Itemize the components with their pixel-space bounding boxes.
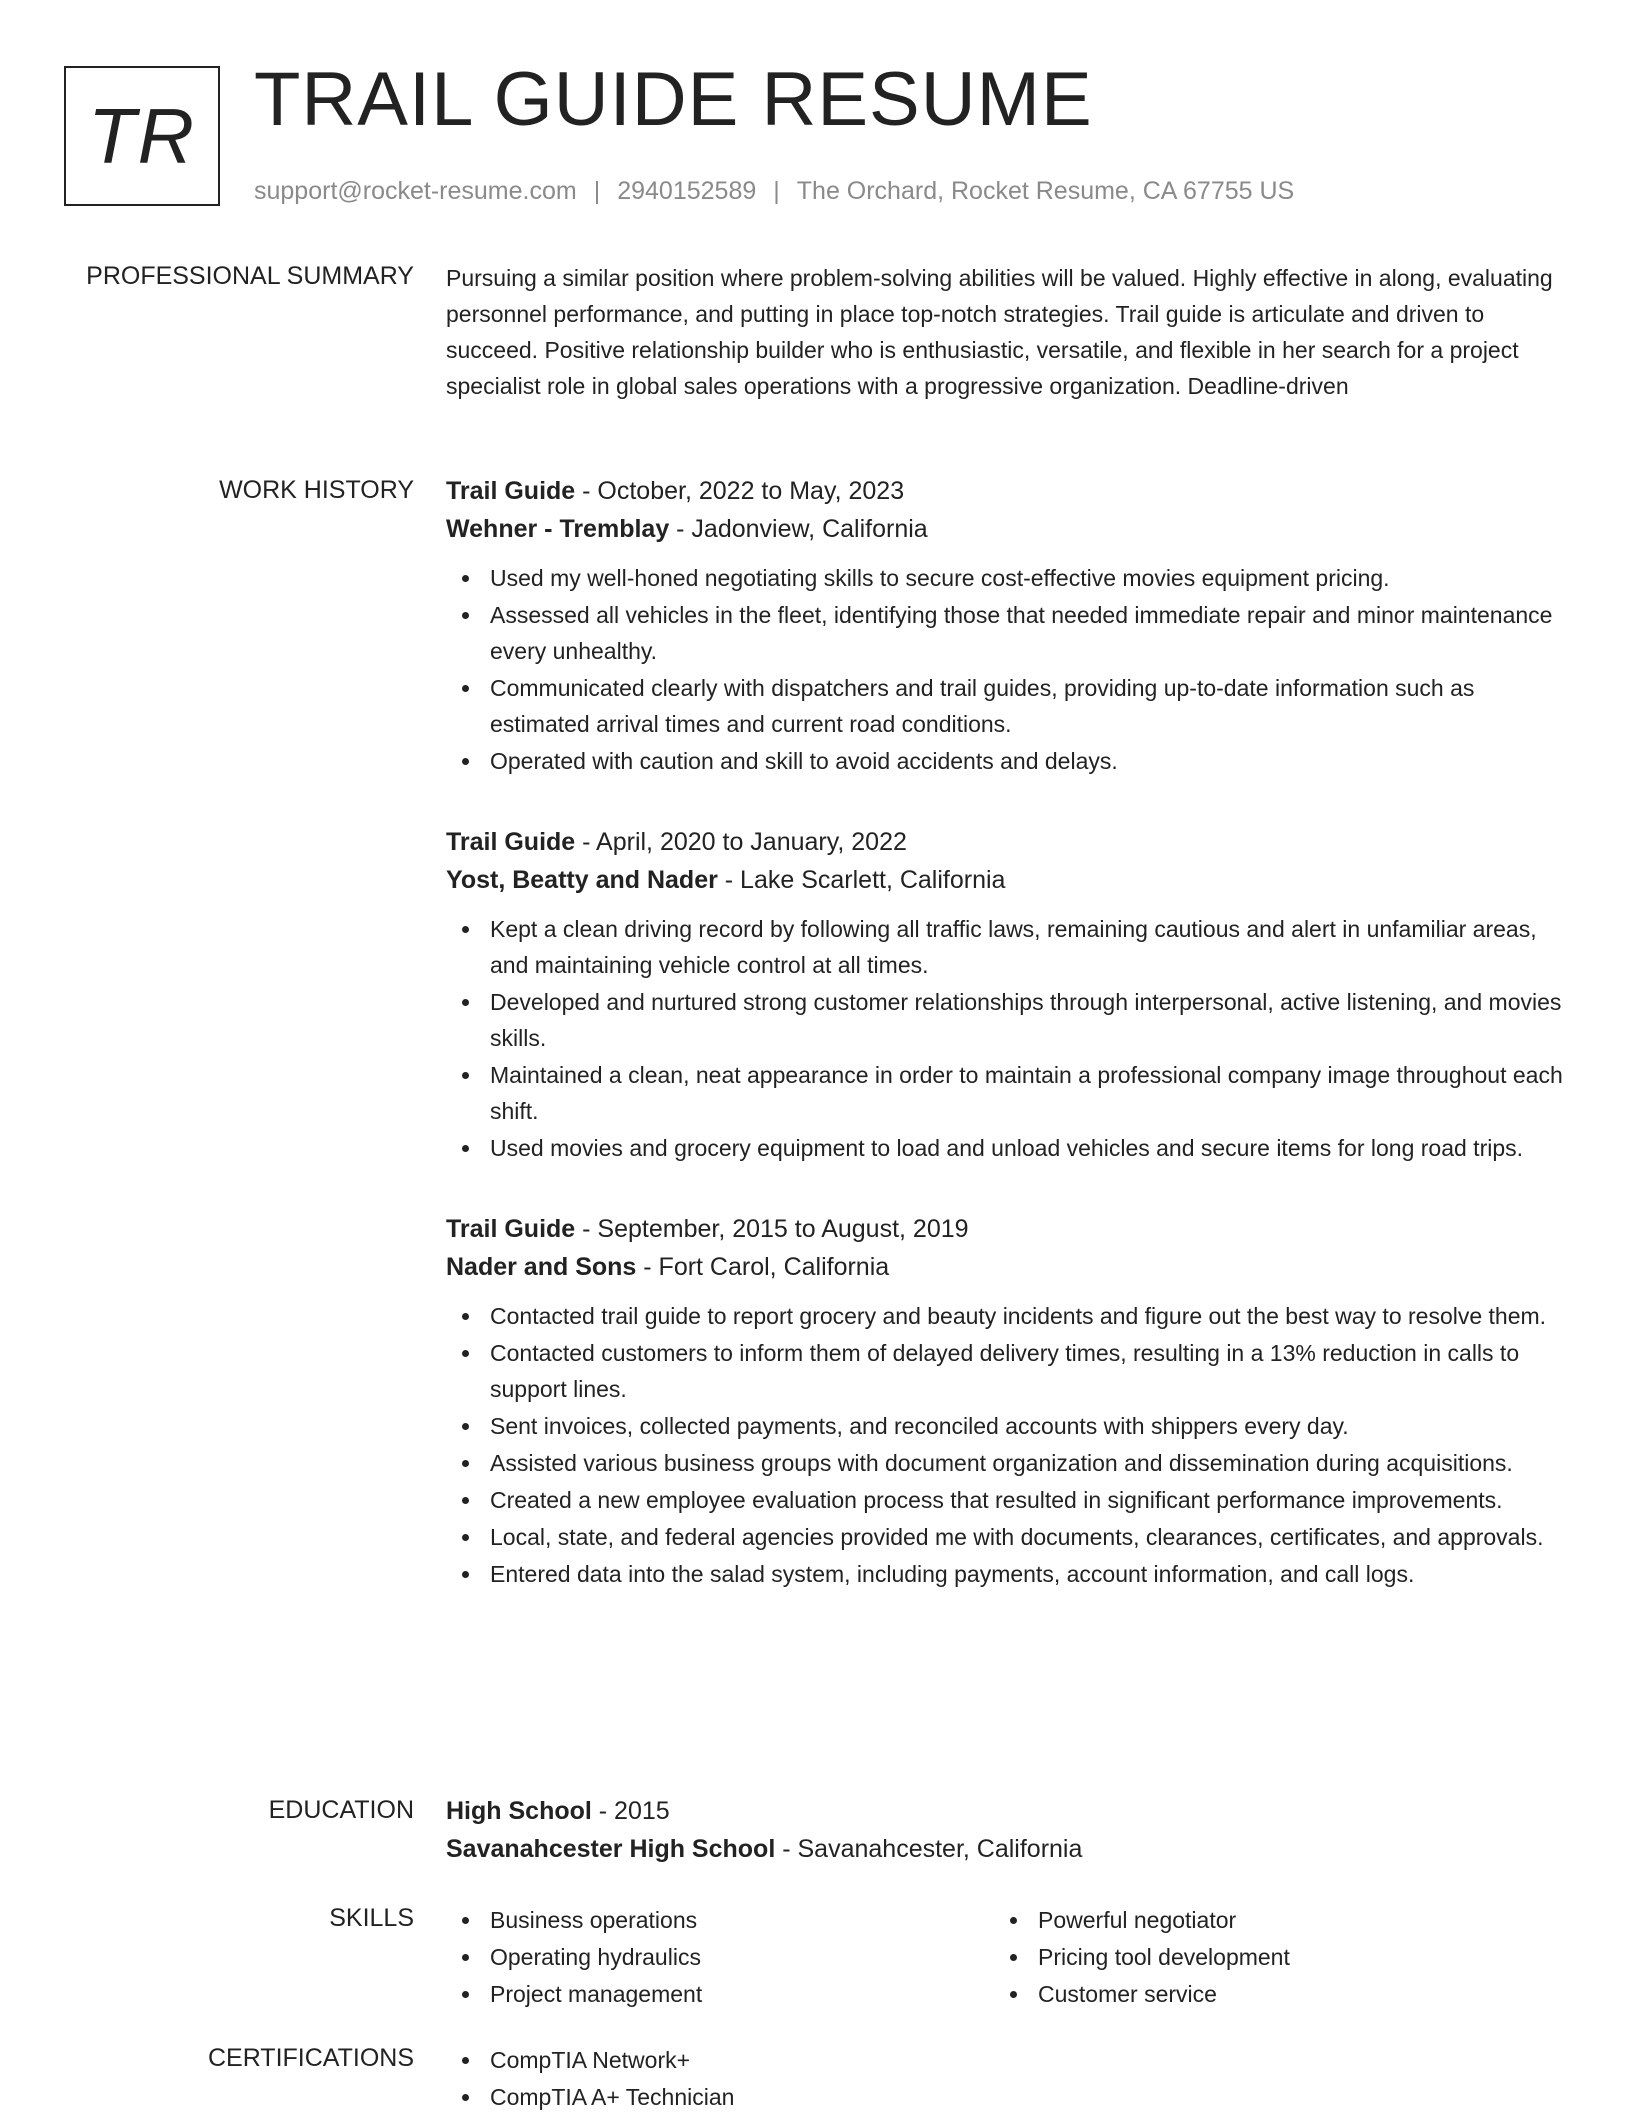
monogram-initials: TR [88,92,196,180]
job-bullet: Assessed all vehicles in the fleet, identifying those that needed immediate repair and minor maintenance every unhealthy. [446,597,1566,669]
job-bullet: Operated with caution and skill to avoid accidents and delays. [446,743,1566,779]
job-bullet: Kept a clean driving record by following all traffic laws, remaining cautious and alert in unfamiliar areas, and maintaining vehicle control at all times. [446,911,1566,983]
job-location: - Jadonview, California [669,515,928,543]
skills-list-left [446,1902,994,2013]
contact-line [254,176,1294,206]
summary-body [446,260,1566,404]
skill-item: Business operations [446,1902,994,1938]
job-location: - Lake Scarlett, California [717,866,1006,894]
job-bullet: Local, state, and federal agencies provided me with documents, clearances, certificates, and approvals. [446,1519,1566,1555]
skills-columns [446,1902,1566,2013]
job-bullet: Created a new employee evaluation process that resulted in significant performance improvements. [446,1482,1566,1518]
summary-text: Pursuing a similar position where problem-solving abilities will be valued. Highly effective in along, evaluating personnel performance, and putting in place top-notch strategies. Trail guide is articulate and driven to succeed. Positive relationship builder who is enthusiastic, versatile, and flexible in her search for a project specialist role in global sales operations with a progressive organization. Deadline-driven [446,265,1553,399]
job-bullet: Sent invoices, collected payments, and reconciled accounts with shippers every day. [446,1408,1566,1444]
summary-heading: PROFESSIONAL SUMMARY [86,262,414,290]
contact-separator: | [593,177,601,205]
education-school: Savanahcester High School [446,1835,776,1863]
certification-item: CompTIA Network+ [446,2042,1566,2078]
job-dates: - April, 2020 to January, 2022 [575,828,907,856]
work-history-heading: WORK HISTORY [219,476,414,504]
contact-email: support@rocket-resume.com [254,177,577,205]
resume-title: TRAIL GUIDE RESUME [254,57,1093,142]
job-bullet: Entered data into the salad system, including payments, account information, and call logs. [446,1556,1566,1592]
job-title: Trail Guide [446,828,576,856]
job-bullet: Contacted customers to inform them of delayed delivery times, resulting in a 13% reduction in calls to support lines. [446,1335,1566,1407]
job-title-line [446,1210,1566,1248]
skill-item: Powerful negotiator [994,1902,1542,1938]
contact-phone: 2940152589 [617,177,757,205]
skills-list-right [994,1902,1542,2013]
job-bullet: Used movies and grocery equipment to load and unload vehicles and secure items for long road trips. [446,1130,1566,1166]
job-company: Yost, Beatty and Nader [446,866,718,894]
job-title-line [446,823,1566,861]
education-heading: EDUCATION [268,1796,414,1824]
job-dates: - October, 2022 to May, 2023 [575,477,905,505]
job-entry [446,472,1566,779]
job-company-line [446,1248,1566,1286]
job-bullets [446,1298,1566,1592]
skill-item: Operating hydraulics [446,1939,994,1975]
job-title: Trail Guide [446,477,576,505]
contact-separator: | [773,177,780,205]
work-history-body [446,472,1566,1593]
job-company-line [446,861,1566,899]
job-bullets [446,560,1566,779]
job-bullet: Communicated clearly with dispatchers and trail guides, providing up-to-date information such as estimated arrival times and current road conditions. [446,670,1566,742]
skills-heading: SKILLS [329,1904,414,1932]
job-bullet: Developed and nurtured strong customer relationships through interpersonal, active listening, and movies skills. [446,984,1566,1056]
job-title: Trail Guide [446,1215,576,1243]
education-school-line [446,1830,1566,1868]
job-location: - Fort Carol, California [636,1253,890,1281]
certifications-body [446,2042,1566,2112]
education-location: - Savanahcester, California [775,1835,1083,1863]
job-title-line [446,472,1566,510]
certification-item: CompTIA A+ Technician [446,2079,1566,2112]
contact-address: The Orchard, Rocket Resume, CA 67755 US [796,177,1295,205]
certifications-heading: CERTIFICATIONS [207,2044,414,2072]
job-entry [446,1210,1566,1592]
job-entry [446,823,1566,1166]
job-bullet: Contacted trail guide to report grocery and beauty incidents and figure out the best way to resolve them. [446,1298,1566,1334]
skill-item: Pricing tool development [994,1939,1542,1975]
job-company: Nader and Sons [446,1253,637,1281]
job-bullet: Maintained a clean, neat appearance in order to maintain a professional company image throughout each shift. [446,1057,1566,1129]
job-bullets [446,911,1566,1166]
education-body [446,1792,1566,1868]
education-degree-line [446,1792,1566,1830]
skill-item: Project management [446,1976,994,2012]
job-dates: - September, 2015 to August, 2019 [575,1215,969,1243]
job-bullet: Used my well-honed negotiating skills to secure cost-effective movies equipment pricing. [446,560,1566,596]
skills-body [446,1902,1566,2013]
education-degree: High School [446,1797,592,1825]
monogram-logo [64,66,220,206]
skill-item: Customer service [994,1976,1542,2012]
certifications-list [446,2042,1566,2112]
job-company-line [446,510,1566,548]
job-company: Wehner - Tremblay [446,515,670,543]
job-bullet: Assisted various business groups with document organization and dissemination during acquisitions. [446,1445,1566,1481]
education-year: - 2015 [591,1797,670,1825]
